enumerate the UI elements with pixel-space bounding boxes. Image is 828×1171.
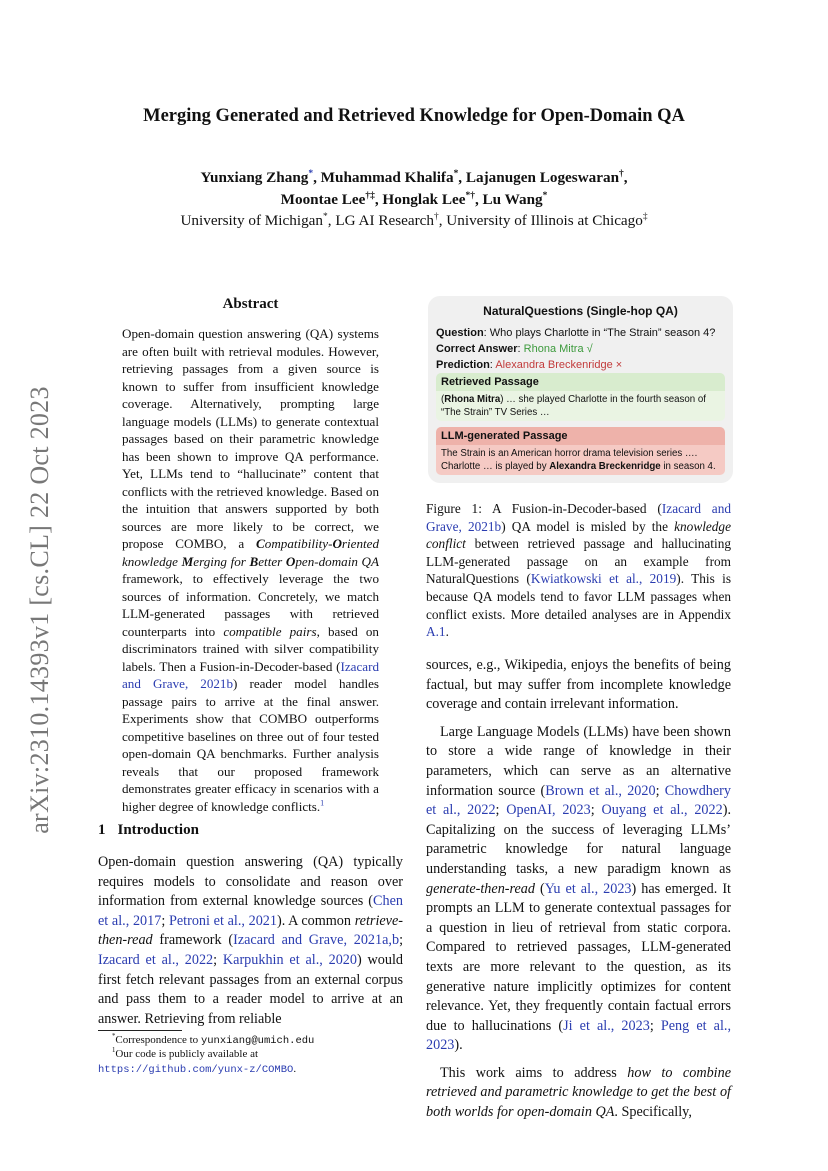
paragraph: This work aims to address how to combine retrieved and parametric knowledge to get the best of both worlds for open-domain QA. Specifically,	[426, 1064, 731, 1121]
github-link[interactable]: https://github.com/yunx-z/COMBO	[98, 1064, 294, 1076]
citation-link[interactable]: Ouyang et al., 2022	[601, 802, 723, 819]
citation-link[interactable]: Izacard et al., 2022	[98, 951, 214, 968]
affiliations: University of Michigan*, LG AI Research†, University of Illinois at Chicago‡	[180, 211, 648, 229]
arxiv-sidebar	[22, 370, 58, 850]
figure-caption: Figure 1: A Fusion-in-Decoder-based (Izacard and Grave, 2021b) QA model is misled by the knowledge conflict between retrieved passage and hallucinating LLM-generated passage on an example from NaturalQuestions (Kwiatkowski et al., 2019). This is because QA models tend to favor LLM passages when conflict exists. More detailed analyses are in Appendix A.1.	[426, 501, 732, 640]
abstract-heading: Abstract	[222, 296, 279, 312]
author-line-2: Moontae Lee†‡, Honglak Lee*†, Lu Wang*	[280, 190, 548, 208]
abstract-text: Open-domain question answering (QA) systems are often built with retrieval modules. However, retrieving passages from a given source is known to suffer from insufficient knowledge coverage. Alternatively, prompting large language models (LLMs) to generate contextual passages based on their parametric knowledge has been shown to improve QA performance. Yet, LLMs tend to “hallucinate” content that conflicts with the retrieved knowledge. Based on the intuition that answers supported by both sources are more likely to be correct, we propose COMBO, a Compatibility-Oriented knowledge Merging for Better Open-domain QA framework, to effectively leverage the two sources of information. Concretely, we match LLM-generated passages with retrieved counterparts into compatible pairs, based on discriminators trained with silver compatibility labels. Then a Fusion-in-Decoder-based (Izacard and Grave, 2021b) reader model handles passage pairs to arrive at the final answer. Experiments show that COMBO outperforms competitive baselines on three out of four tested open-domain QA benchmarks. Further analysis reveals that our proposed framework demonstrates greater efficacy in scenarios with a higher degree of knowledge conflicts.$^1$	[122, 326, 380, 814]
figure-qa	[436, 325, 715, 373]
appendix-link[interactable]: A.1	[426, 624, 446, 640]
retrieved-passage-body: (Rhona Mitra) … she played Charlotte in the fourth season of “The Strain” TV Series …	[436, 391, 725, 421]
citation-link[interactable]: Ji et al., 2023	[563, 1017, 650, 1034]
retrieved-passage-header: Retrieved Passage	[436, 373, 725, 391]
citation-link[interactable]: Karpukhin et al., 2020	[222, 951, 357, 968]
citation-link[interactable]: Chowdhery et al., 2022	[426, 782, 731, 819]
figure-title: NaturalQuestions (Single-hop QA)	[483, 304, 678, 318]
footnote-2: $^1$Our code is publicly available at https://github.com/yunx-z/COMBO.	[98, 1047, 297, 1076]
figure-1	[428, 296, 733, 483]
citation-link[interactable]: Chen et al., 2017	[98, 893, 403, 929]
paragraph: Large Language Models (LLMs) have been shown to store a wide range of knowledge in their parameters, which can serve as an alternative information source (Brown et al., 2020; Chowdhery et al., 2022; OpenAI, 2023; Ouyang et al., 2022). Capitalizing on the success of leveraging LLMs’ parametric knowledge for natural language understanding tasks, a new paradigm known as generate-then-read (Yu et al., 2023) has emerged. It prompts an LLM to generate contextual passages for a question in lieu of retrieval from static corpora. Compared to retrieved passages, LLM-generated texts are more relevant to the question, as its generative nature implicitly optimizes for content relevance. Yet, they frequently contain factual errors due to hallucinations (Ji et al., 2023; Peng et al., 2023).	[426, 723, 731, 1054]
footnote-rule	[98, 1030, 182, 1031]
author-line-1: Yunxiang Zhang*, Muhammad Khalifa*, Lajanugen Logeswaran†,	[200, 168, 628, 186]
paragraph: sources, e.g., Wikipedia, enjoys the benefits of being factual, but may suffer from incomplete knowledge coverage and contain irrelevant information.	[426, 657, 731, 713]
citation-link[interactable]: Izacard and Grave, 2021b	[426, 501, 732, 534]
prediction-row: Prediction: Alexandra Breckenridge ×	[436, 359, 623, 371]
llm-passage-body: The Strain is an American horror drama television series …. Charlotte … is played by Alexandra Breckenridge in season 4.	[436, 445, 725, 475]
citation-link[interactable]: Izacard and Grave, 2021a,b	[233, 932, 400, 949]
right-column-text	[426, 656, 731, 1123]
citation-link[interactable]: Brown et al., 2020	[545, 782, 656, 799]
question-row: Question: Who plays Charlotte in “The Strain” season 4?	[436, 327, 716, 339]
citation-link[interactable]: Petroni et al., 2021	[168, 912, 277, 929]
citation-link[interactable]: Peng et al., 2023	[426, 1017, 731, 1054]
footnote-ref[interactable]: 1	[320, 798, 325, 808]
paper-title: Merging Generated and Retrieved Knowledge for Open-Domain QA	[143, 106, 685, 126]
citation-link[interactable]: Yu et al., 2023	[544, 880, 632, 897]
author-block	[0, 167, 828, 232]
citation-link[interactable]: OpenAI, 2023	[506, 802, 591, 819]
answer-row: Correct Answer: Rhona Mitra √	[436, 343, 593, 355]
intro-text: Open-domain question answering (QA) typically requires models to consolidate and reason over information from external knowledge sources (Chen et al., 2017; Petroni et al., 2021). A common retrieve-then-read framework (Izacard and Grave, 2021a,b; Izacard et al., 2022; Karpukhin et al., 2020) would first fetch relevant passages from an external corpus and pass them to a reader model to arrive at an answer. Retrieving from reliable	[98, 854, 404, 1027]
llm-passage-header: LLM-generated Passage	[436, 427, 725, 445]
citation-link[interactable]: Izacard and Grave, 2021b	[122, 658, 379, 691]
email-link[interactable]: yunxiang@umich.edu	[200, 1035, 315, 1047]
section-heading: 1 Introduction	[98, 822, 199, 838]
arxiv-id: arXiv:2310.14393v1 [cs.CL] 22 Oct 2023	[25, 386, 54, 834]
footnote-1: *Correspondence to yunxiang@umich.edu	[112, 1033, 315, 1047]
citation-link[interactable]: Kwiatkowski et al., 2019	[530, 571, 677, 587]
